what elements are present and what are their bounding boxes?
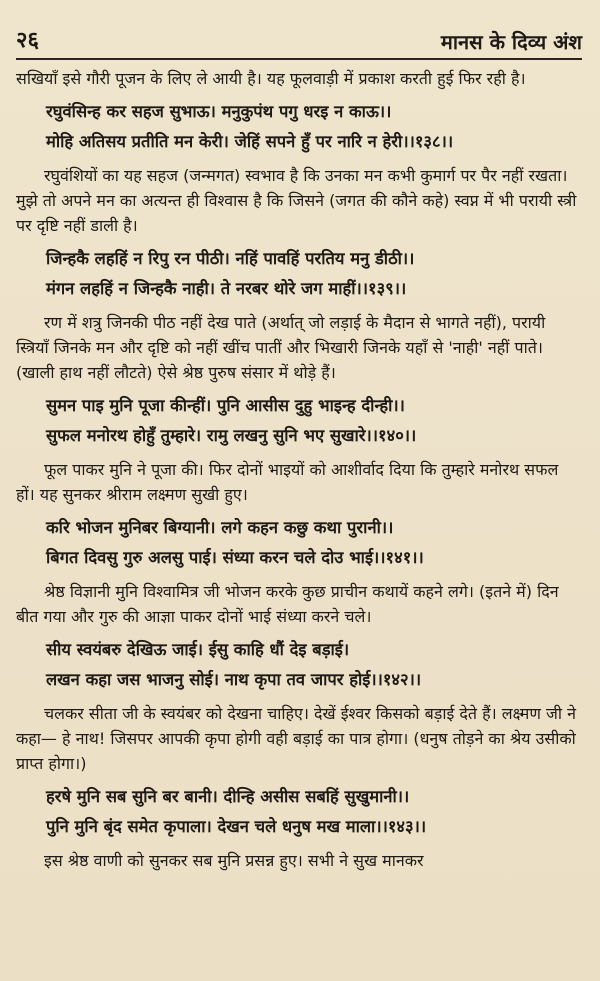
verse-line: करि भोजन मुनिबर बिग्यानी। लगे कहन कछु कथा पुरानी।। [46, 518, 394, 537]
verse-line: हरषे मुनि सब सुनि बर बानी। दीन्हि असीस सबहिं सुखुमानी।। [46, 787, 410, 806]
verse-line: रघुवंसिन्ह कर सहज सुभाऊ। मनुकुपंथ पगु धरइ न काऊ।। [46, 102, 392, 121]
verse-block [16, 513, 582, 573]
verse-block [16, 391, 582, 451]
prose-paragraph: फूल पाकर मुनि ने पूजा की। फिर दोनों भाइयों को आशीर्वाद दिया कि तुम्हारे मनोरथ सफल हों। यह सुनकर श्रीराम लक्ष्मण सुखी हुए। [16, 460, 559, 504]
prose-paragraph: रघुवंशियों का यह सहज (जन्मगत) स्वभाव है कि उनका मन कभी कुमार्ग पर पैर नहीं रखता। मुझे तो अपने मन का अत्यन्त ही विश्वास है कि जिसने (जगत की कौने कहे) स्वप्न में भी परायी स्त्री पर दृष्टि नहीं डाली है। [16, 166, 577, 235]
prose-paragraph: सखियाँ इसे गौरी पूजन के लिए ले आयी है। यह फूलवाड़ी में प्रकाश करती हुई फिर रही है। [16, 69, 526, 88]
prose-paragraph: श्रेष्ठ विज्ञानी मुनि विश्वामित्र जी भोजन करके कुछ प्राचीन कथायें कहने लगे। (इतने में) दिन बीत गया और गुरु की आज्ञा पाकर दोनों भाई संध्या करने चले। [16, 582, 559, 626]
verse-block [16, 782, 582, 842]
page-number: २६ [16, 28, 39, 53]
running-title: मानस के दिव्य अंश [440, 30, 582, 54]
verse-line: पुनि मुनि बृंद समेत कृपाला। देखन चले धनुष मख माला।।१४३।। [46, 817, 427, 836]
verse-line: सुफल मनोरथ होहुँ तुम्हारे। रामु लखनु सुनि भए सुखारे।।१४०।। [46, 426, 417, 445]
verse-line: मंगन लहहिं न जिन्हकै नाही। ते नरबर थोरे जग माहीं।।१३९।। [46, 279, 407, 298]
verse-block [16, 244, 582, 304]
prose-paragraph: चलकर सीता जी के स्वयंबर को देखना चाहिए। देखें ईश्वर किसको बड़ाई देते हैं। लक्ष्मण जी ने कहा— हे नाथ! जिसपर आपकी कृपा होगी वही बड़ाई का पात्र होगा। (धनुष तोड़ने का श्रेय उसीको प्राप्त होगा।) [16, 704, 576, 773]
header-divider [16, 58, 582, 60]
prose-paragraph: इस श्रेष्ठ वाणी को सुनकर सब मुनि प्रसन्न हुए। सभी ने सुख मानकर [44, 851, 424, 870]
verse-line: लखन कहा जस भाजनु सोई। नाथ कृपा तव जापर होई।।१४२।। [46, 670, 422, 689]
prose-paragraph: रण में शत्रु जिनकी पीठ नहीं देख पाते (अर्थात् जो लड़ाई के मैदान से भागते नहीं), परायी स्त्रियाँ जिनके मन और दृष्टि को नहीं खींच पातीं और भिखारी जिनके यहाँ से 'नाही' नहीं पाते। (खाली हाथ नहीं लौटते) ऐसे श्रेष्ठ पुरुष संसार में थोड़े हैं। [16, 313, 546, 382]
verse-line: बिगत दिवसु गुरु अलसु पाई। संध्या करन चले दोउ भाई।।१४१।। [46, 548, 424, 567]
verse-block [16, 635, 582, 695]
verse-block [16, 97, 582, 157]
verse-line: सुमन पाइ मुनि पूजा कीन्हीं। पुनि आसीस दुहु भाइन्ह दीन्ही।। [46, 396, 405, 415]
page-header [16, 14, 582, 52]
verse-line: मोहि अतिसय प्रतीति मन केरी। जेहिं सपने हुँ पर नारि न हेरी।।१३८।। [46, 132, 454, 151]
verse-line: जिन्हकै लहहिं न रिपु रन पीठी। नहिं पावहिं परतिय मनु डीठी।। [46, 249, 415, 268]
page-content [16, 66, 582, 873]
verse-line: सीय स्वयंबरु देखिऊ जाई। ईसु काहि धौं देइ बड़ाई। [46, 640, 350, 659]
